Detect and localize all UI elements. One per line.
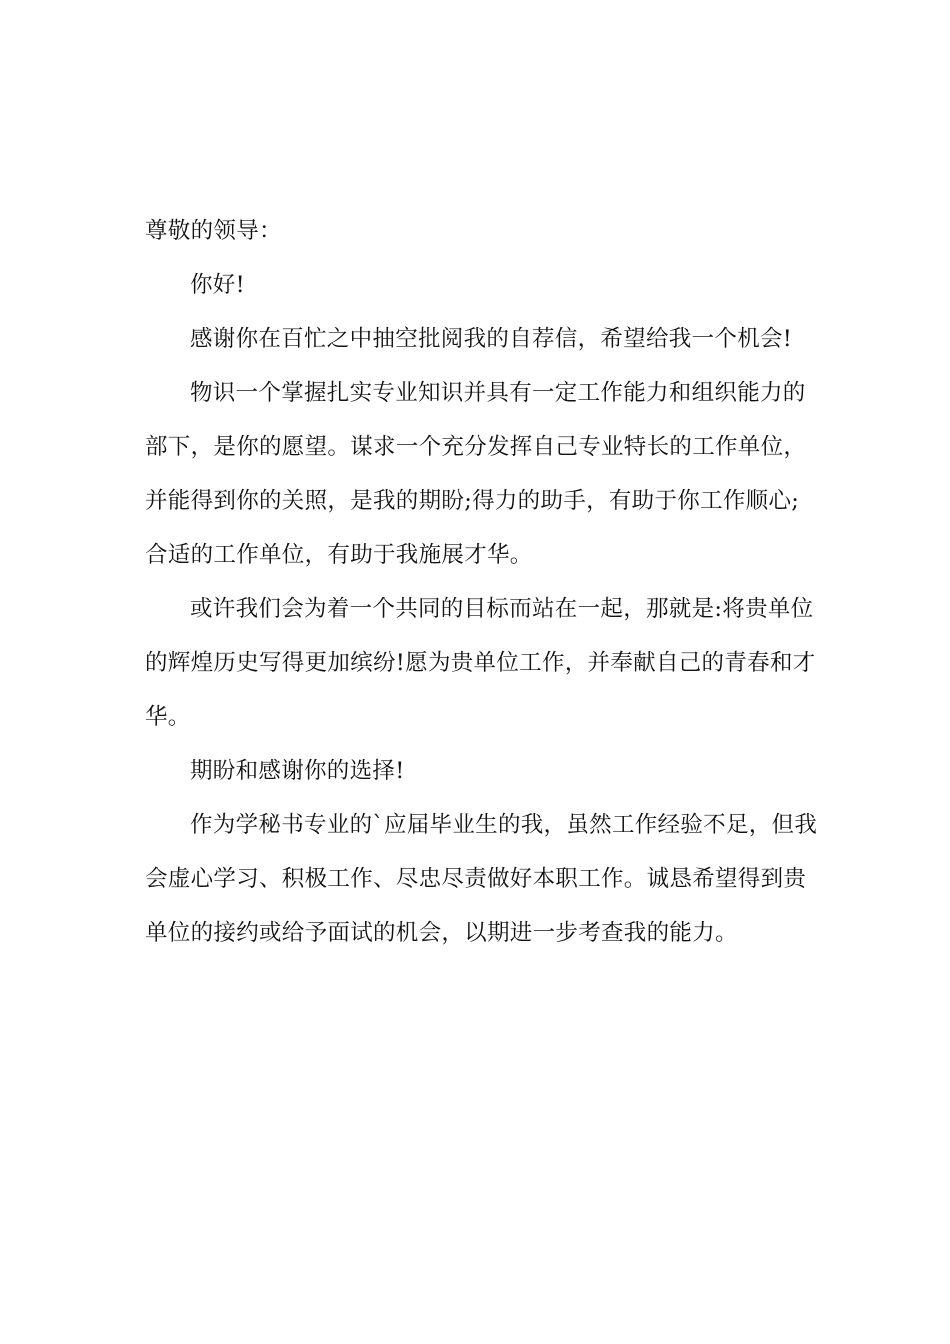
paragraph-line: 期盼和感谢你的选择! — [190, 758, 405, 784]
paragraph-line: 单位的接约或给予面试的机会，以期进一步考查我的能力。 — [145, 920, 738, 946]
paragraph-line: 部下，是你的愿望。谋求一个充分发挥自己专业特长的工作单位， — [145, 434, 807, 460]
paragraph-line: 并能得到你的关照，是我的期盼;得力的助手，有助于你工作顺心; — [145, 488, 800, 514]
greeting-line: 尊敬的领导： — [145, 218, 282, 244]
paragraph-line: 作为学秘书专业的`应届毕业生的我，虽然工作经验不足，但我 — [190, 812, 818, 838]
paragraph-line: 或许我们会为着一个共同的目标而站在一起，那就是:将贵单位 — [190, 596, 814, 622]
paragraph-line: 你好! — [190, 272, 245, 298]
paragraph-line: 感谢你在百忙之中抽空批阅我的自荐信，希望给我一个机会! — [190, 326, 793, 352]
paragraph-line: 合适的工作单位，有助于我施展才华。 — [145, 542, 533, 568]
paragraph-line: 华。 — [145, 704, 191, 730]
paragraph-line: 会虚心学习、积极工作、尽忠尽责做好本职工作。诚恳希望得到贵 — [145, 866, 807, 892]
paragraph-line: 的辉煌历史写得更加缤纷!愿为贵单位工作，并奉献自己的青春和才 — [145, 650, 816, 676]
paragraph-line: 物识一个掌握扎实专业知识并具有一定工作能力和组织能力的 — [190, 380, 806, 406]
letter-body — [145, 204, 818, 960]
